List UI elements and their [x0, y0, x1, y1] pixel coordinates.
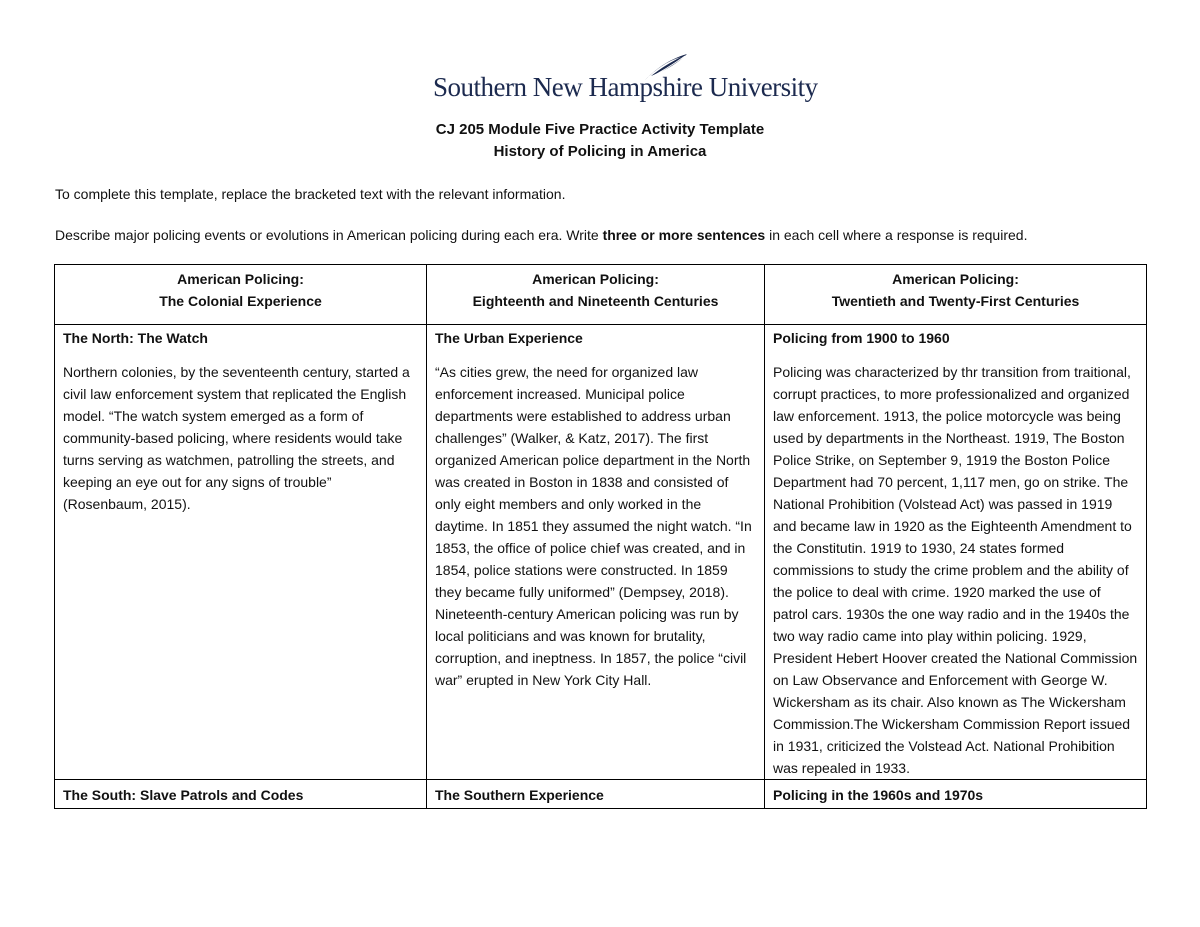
document-subtitle: History of Policing in America	[493, 143, 707, 160]
instruction-emphasis: three or more sentences	[602, 227, 766, 243]
policing-history-table	[54, 264, 1147, 809]
cell-heading: The South: Slave Patrols and Codes	[63, 787, 304, 803]
university-logo	[433, 52, 818, 108]
logo-wordmark: Southern New Hampshire University	[433, 72, 818, 102]
cell-heading: Policing from 1900 to 1960	[773, 330, 950, 346]
cell-urban-experience[interactable]	[427, 325, 765, 780]
cell-policing-1900-1960[interactable]	[765, 325, 1147, 780]
table-row	[55, 780, 1147, 809]
cell-response[interactable]: “As cities grew, the need for organized law enforcement increased. Municipal police departments were established to address urban challenges” (Walker, & Katz, 2017). The first organized American police department in the North was created in Boston in 1838 and consisted of only eight members and only worked in the daytime. In 1851 they assumed the night watch. “In 1853, the office of police chief was created, and in 1854, police stations were constructed. In 1859 they became fully uniformed” (Dempsey, 2018). Nineteenth-century American policing was run by local politicians and was known for brutality, corruption, and ineptness. In 1857, the police “civil war” erupted in New York City Hall.	[435, 364, 752, 688]
header-era: The Colonial Experience	[159, 293, 322, 309]
header-era: Eighteenth and Nineteenth Centuries	[472, 293, 719, 309]
instruction-text-start: Describe major policing events or evolutions in American policing during each era. Write	[55, 227, 603, 243]
header-colonial	[55, 265, 427, 325]
cell-north-watch[interactable]	[55, 325, 427, 780]
cell-heading: The North: The Watch	[63, 330, 208, 346]
cell-southern-experience[interactable]	[427, 780, 765, 809]
table-row	[55, 325, 1147, 780]
header-era: Twentieth and Twenty-First Centuries	[831, 293, 1080, 309]
instruction-line-1: To complete this template, replace the bracketed text with the relevant information.	[55, 186, 566, 202]
instruction-text-end: in each cell where a response is required.	[765, 227, 1028, 243]
instruction-line-2	[55, 227, 1027, 243]
cell-heading: The Southern Experience	[435, 787, 604, 803]
table-header-row	[55, 265, 1147, 325]
header-20th-21st	[765, 265, 1147, 325]
cell-response[interactable]: Policing was characterized by thr transition from traitional, corrupt practices, to more professionalized and organized law enforcement. 1913, the police motorcycle was being used by departments in the Northeast. 1919, The Boston Police Strike, on September 9, 1919 the Boston Police Department had 70 percent, 1,117 men, go on strike. The National Prohibition (Volstead Act) was passed in 1919 and became law in 1920 as the Eighteenth Amendment to the Constitutin. 1919 to 1930, 24 states formed commissions to study the crime problem and the ability of the police to deal with crime. 1920 marked the use of patrol cars. 1930s the one way radio and in the 1940s the two way radio came into play within policing. 1929, President Hebert Hoover created the National Commission on Law Observance and Enforcement with George W. Wickersham as its chair. Also known as The Wickersham Commission.The Wickersham Commission Report issued in 1931, criticized the Volstead Act. National Prohibition was repealed in 1933.	[773, 364, 1138, 776]
header-label: American Policing:	[892, 271, 1019, 287]
header-label: American Policing:	[532, 271, 659, 287]
cell-south-slave-patrols[interactable]	[55, 780, 427, 809]
cell-response[interactable]: Northern colonies, by the seventeenth century, started a civil law enforcement system that replicated the English model. “The watch system emerged as a form of community-based policing, where residents would take turns serving as watchmen, patrolling the streets, and keeping an eye out for any signs of trouble” (Rosenbaum, 2015).	[63, 364, 410, 512]
cell-policing-1960s-1970s[interactable]	[765, 780, 1147, 809]
cell-heading: The Urban Experience	[435, 330, 583, 346]
cell-heading: Policing in the 1960s and 1970s	[773, 787, 984, 803]
header-label: American Policing:	[177, 271, 304, 287]
header-18th-19th	[427, 265, 765, 325]
document-title: CJ 205 Module Five Practice Activity Template	[435, 121, 765, 138]
